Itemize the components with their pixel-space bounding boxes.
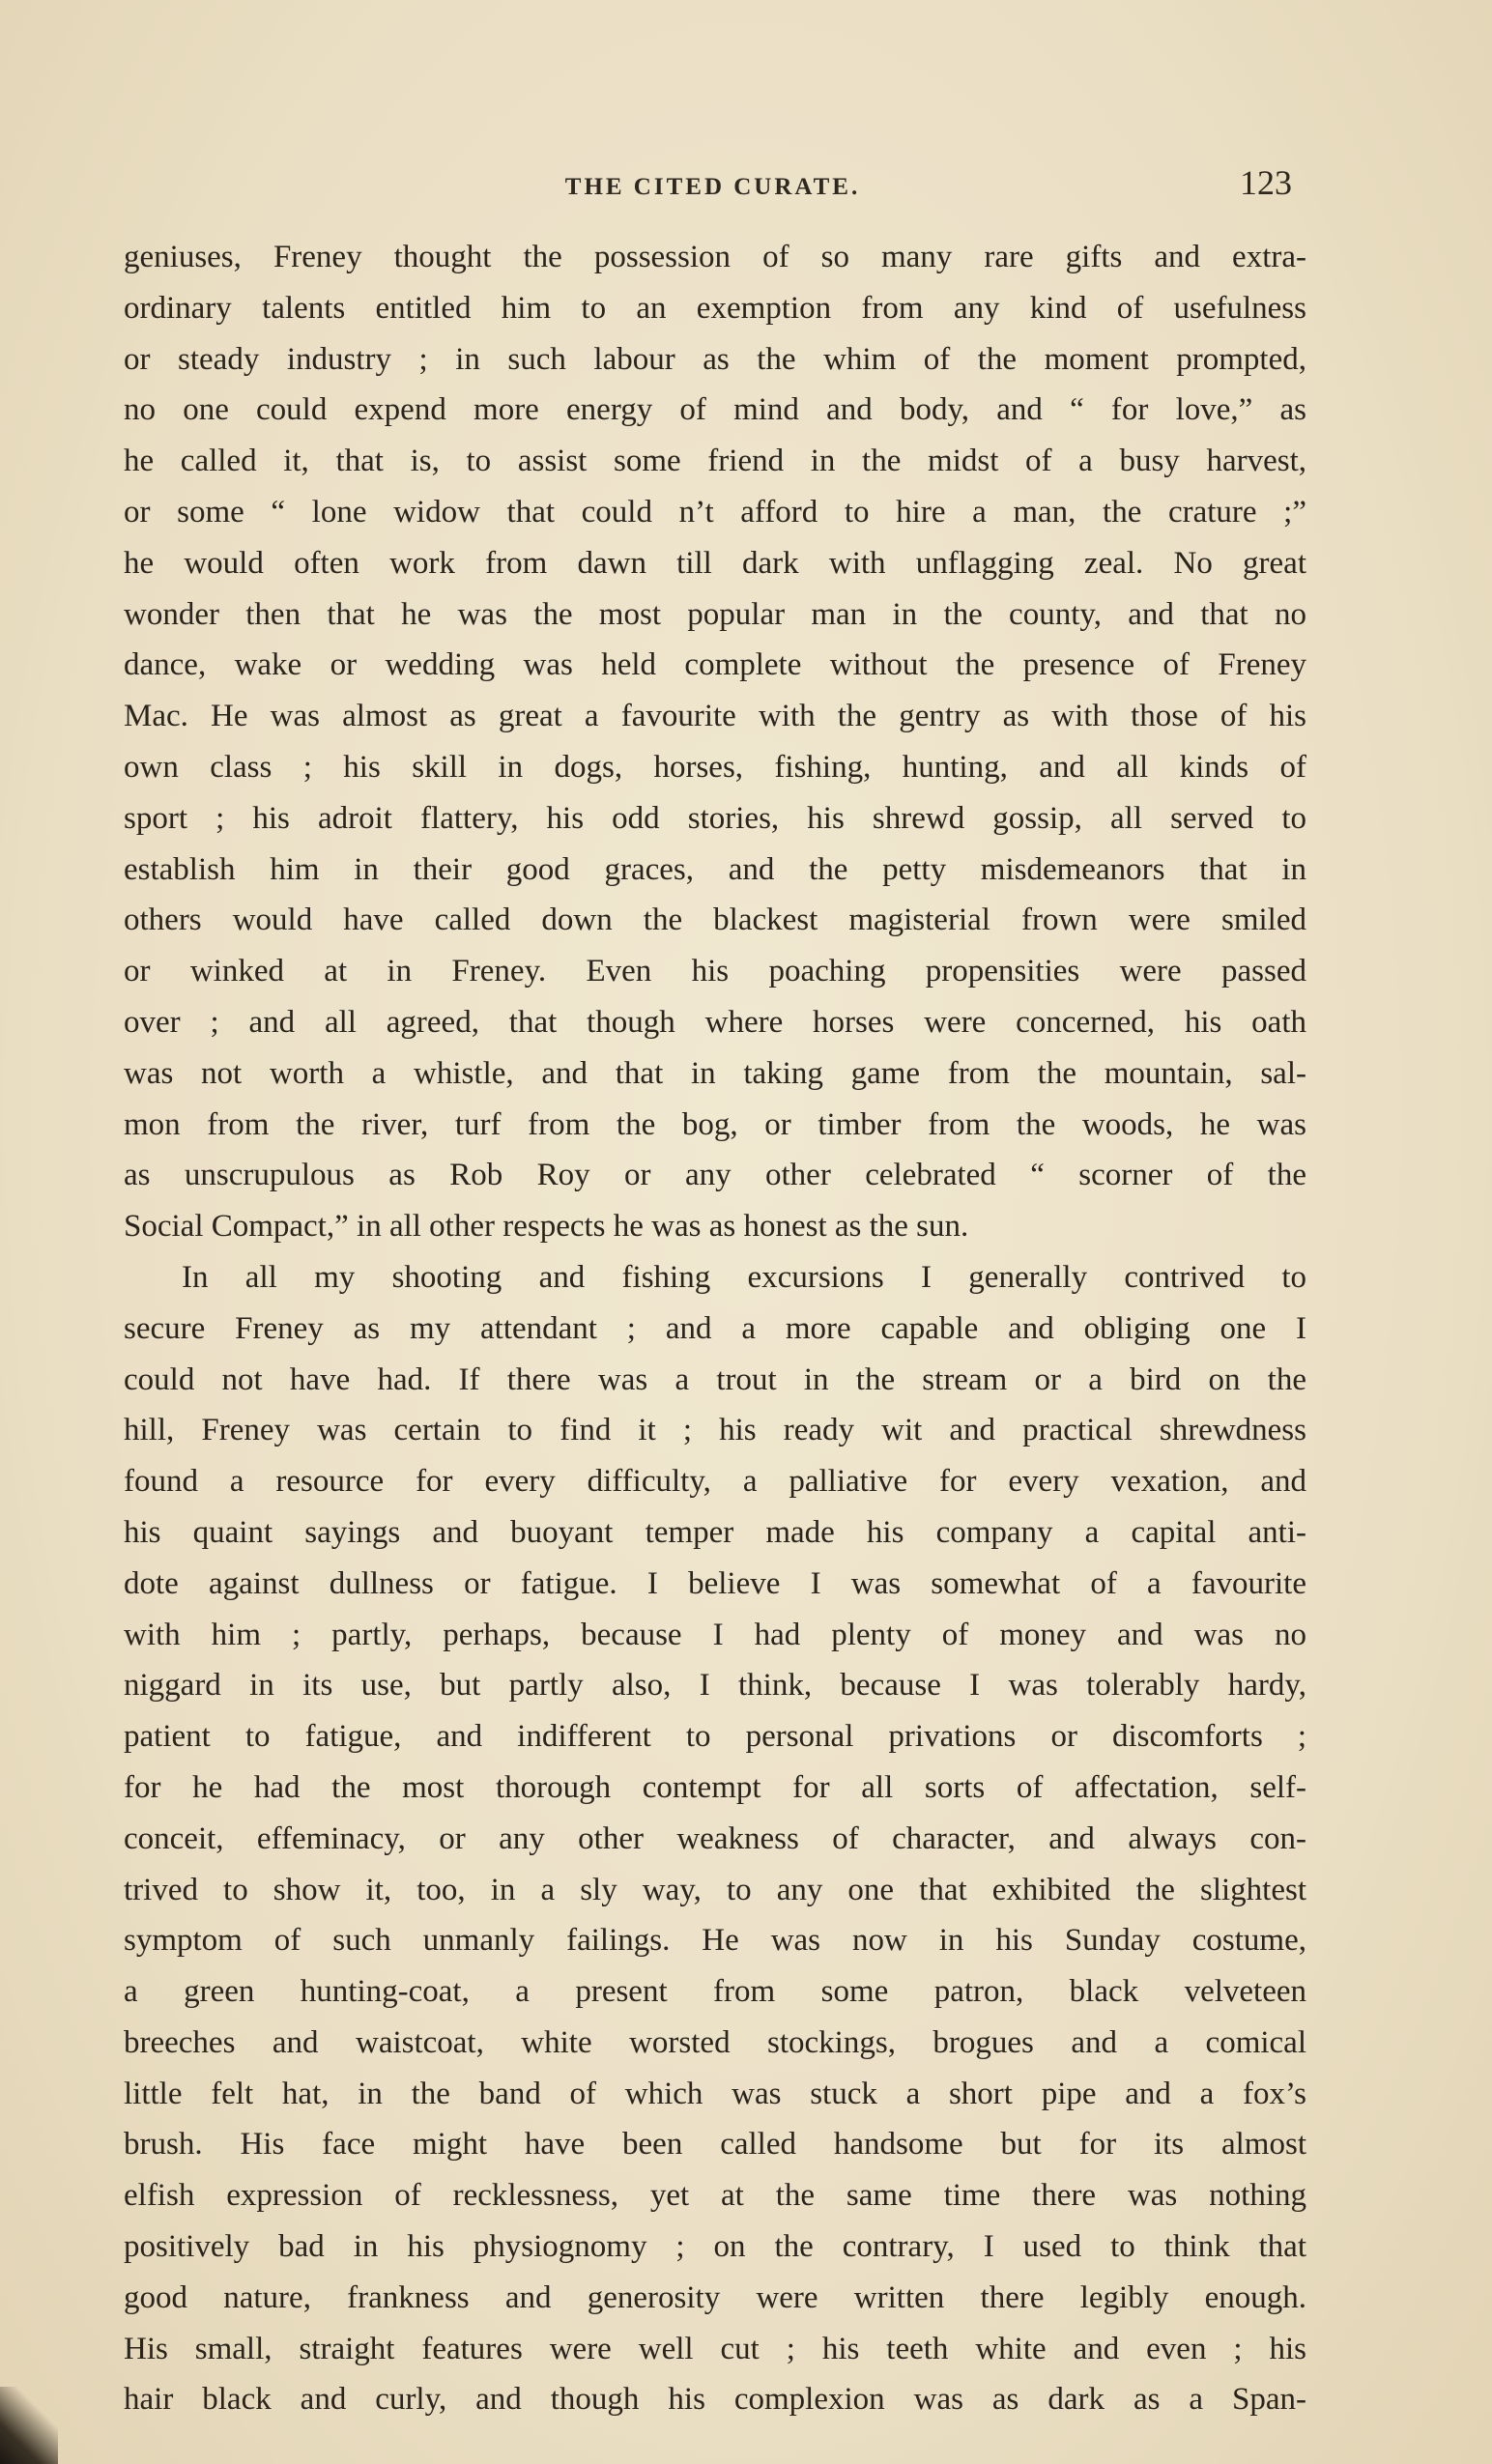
text-line: he would often work from dawn till dark with unflagging zeal. No great xyxy=(124,545,1306,581)
text-line: was not worth a whistle, and that in taking game from the mountain, sal- xyxy=(124,1055,1306,1091)
text-line: could not have had. If there was a trout in the stream or a bird on the xyxy=(124,1361,1306,1397)
text-line: secure Freney as my attendant ; and a more capable and obliging one I xyxy=(124,1310,1306,1346)
text-line: patient to fatigue, and indifferent to personal privations or discomforts ; xyxy=(124,1719,1306,1755)
running-head: THE CITED CURATE. xyxy=(564,174,861,200)
text-line: sport ; his adroit flattery, his odd stories, his shrewd gossip, all served to xyxy=(124,800,1306,836)
text-line: or winked at in Freney. Even his poaching propensities were passed xyxy=(124,954,1306,989)
paragraph-end-line: Social Compact,” in all other respects he was as honest as the sun. xyxy=(124,1209,969,1245)
page-header xyxy=(126,162,1300,211)
text-line: positively bad in his physiognomy ; on the contrary, I used to think that xyxy=(124,2229,1306,2265)
text-line: good nature, frankness and generosity were written there legibly enough. xyxy=(124,2279,1306,2315)
text-line: found a resource for every difficulty, a palliative for every vexation, and xyxy=(124,1464,1306,1500)
text-line: he called it, that is, to assist some friend in the midst of a busy harvest, xyxy=(124,444,1306,479)
text-line: elfish expression of recklessness, yet at the same time there was nothing xyxy=(124,2178,1306,2214)
paragraph-start-line: In all my shooting and fishing excursions I generally contrived to xyxy=(182,1259,1306,1295)
text-line: dote against dullness or fatigue. I believe I was somewhat of a favourite xyxy=(124,1565,1306,1601)
text-line: mon from the river, turf from the bog, or timber from the woods, he was xyxy=(124,1106,1306,1142)
page-edge-shadow xyxy=(0,2387,58,2464)
text-line: geniuses, Freney thought the possession of so many rare gifts and extra- xyxy=(124,240,1306,274)
text-line: breeches and waistcoat, white worsted stockings, brogues and a comical xyxy=(124,2024,1306,2060)
text-line: or steady industry ; in such labour as the whim of the moment prompted, xyxy=(124,341,1306,377)
text-line: hill, Freney was certain to find it ; his ready wit and practical shrewdness xyxy=(124,1413,1306,1448)
text-line: conceit, effeminacy, or any other weakness of character, and always con- xyxy=(124,1820,1306,1856)
text-line: hair black and curly, and though his complexion was as dark as a Span- xyxy=(124,2382,1306,2418)
text-line: ordinary talents entitled him to an exemption from any kind of usefulness xyxy=(124,290,1306,326)
text-line: dance, wake or wedding was held complete without the presence of Freney xyxy=(124,647,1306,683)
text-line: as unscrupulous as Rob Roy or any other celebrated “ scorner of the xyxy=(124,1158,1306,1193)
text-line: symptom of such unmanly failings. He was now in his Sunday costume, xyxy=(124,1923,1306,1959)
text-line: over ; and all agreed, that though where horses were concerned, his oath xyxy=(124,1004,1306,1040)
body-text xyxy=(124,232,1306,2425)
text-line: trived to show it, too, in a sly way, to any one that exhibited the slightest xyxy=(124,1872,1306,1907)
text-line: with him ; partly, perhaps, because I had plenty of money and was no xyxy=(124,1617,1306,1652)
text-line: brush. His face might have been called handsome but for its almost xyxy=(124,2127,1306,2163)
text-line: own class ; his skill in dogs, horses, fishing, hunting, and all kinds of xyxy=(124,749,1306,785)
text-line: no one could expend more energy of mind and body, and “ for love,” as xyxy=(124,392,1306,428)
text-line: his quaint sayings and buoyant temper made his company a capital anti- xyxy=(124,1514,1306,1550)
text-line: His small, straight features were well cut ; his teeth white and even ; his xyxy=(124,2331,1306,2366)
text-line: others would have called down the blackest magisterial frown were smiled xyxy=(124,903,1306,938)
text-line: or some “ lone widow that could n’t afford to hire a man, the crature ;” xyxy=(124,494,1306,530)
text-line: wonder then that he was the most popular man in the county, and that no xyxy=(124,596,1306,632)
text-line: Mac. He was almost as great a favourite with the gentry as with those of his xyxy=(124,699,1306,734)
text-line: little felt hat, in the band of which was stuck a short pipe and a fox’s xyxy=(124,2076,1306,2111)
text-line: niggard in its use, but partly also, I think, because I was tolerably hardy, xyxy=(124,1668,1306,1704)
text-line: establish him in their good graces, and the petty misdemeanors that in xyxy=(124,851,1306,887)
text-line: for he had the most thorough contempt for all sorts of affectation, self- xyxy=(124,1769,1306,1805)
text-line: a green hunting-coat, a present from some patron, black velveteen xyxy=(124,1974,1306,2010)
page-number: 123 xyxy=(1240,163,1292,202)
